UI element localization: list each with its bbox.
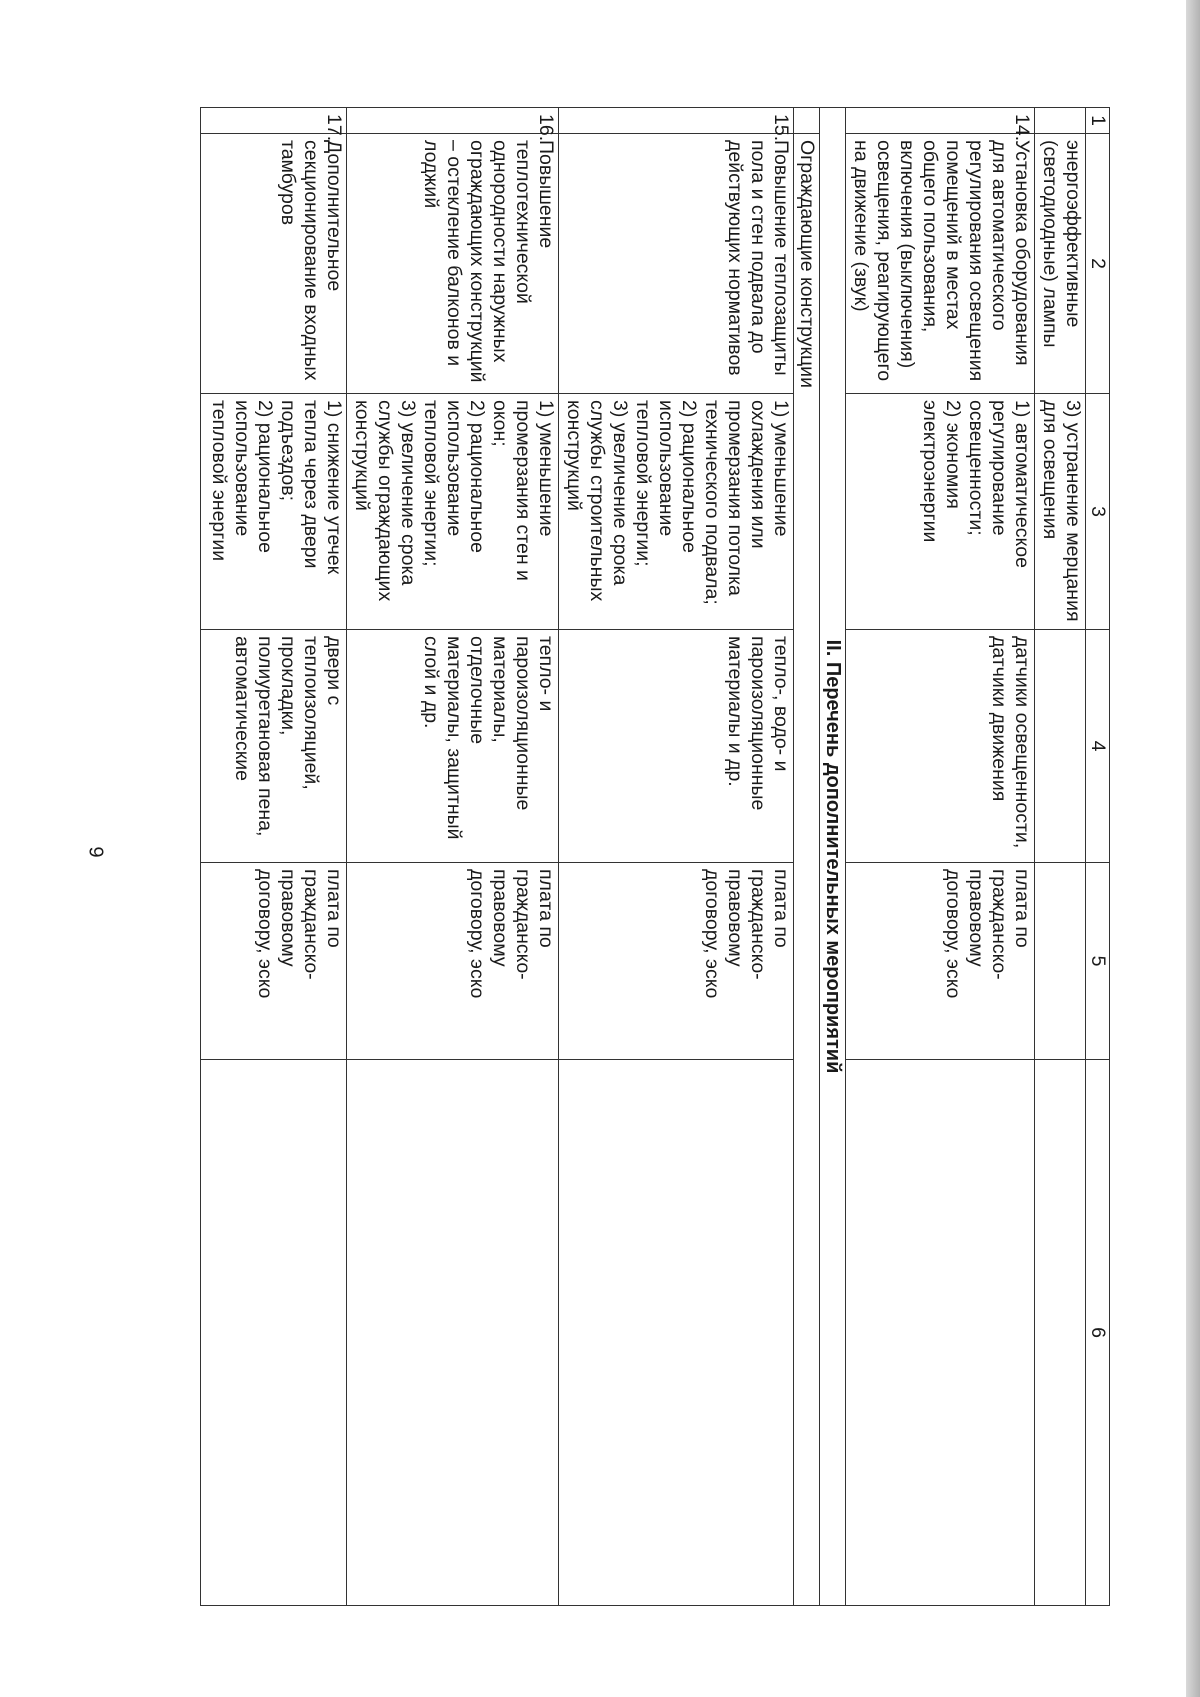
table-header-row [1086, 108, 1110, 1606]
scan-edge-shadow [1186, 0, 1200, 1697]
effect-cell: 1) снижение утечек тепла через двери подъездов; 2) рациональное использование тепловой энергии [201, 394, 347, 630]
header-col-1: 1 [1086, 108, 1110, 134]
equipment-cell: тепло- и пароизоляционные материалы, отделочные материалы, защитный слой и др. [347, 630, 559, 863]
equipment-cell: двери с теплоизоляцией, прокладки, полиуретановая пена, автоматические [201, 630, 347, 863]
table-row-16 [347, 108, 559, 1606]
measure-cell: энергоэффективные (светодиодные) лампы [1035, 134, 1086, 394]
col6-cell [201, 1060, 347, 1606]
payment-cell: плата по гражданско-правовому договору, эско [347, 863, 559, 1060]
payment-cell [1035, 863, 1086, 1060]
col6-cell [846, 1060, 1035, 1606]
section-title-row [820, 108, 846, 1606]
row-number: 15. [559, 108, 794, 134]
col6-cell [559, 1060, 794, 1606]
header-col-3: 3 [1086, 394, 1110, 630]
effect-cell: 1) автоматическое регулирование освещенности; 2) экономия электроэнергии [846, 394, 1035, 630]
page-number: 6 [86, 846, 109, 858]
row-number: 16. [347, 108, 559, 134]
effect-cell: 3) устранение мерцания для освещения [1035, 394, 1086, 630]
equipment-cell: тепло-, водо- и пароизоляционные материалы и др. [559, 630, 794, 863]
payment-cell: плата по гражданско-правовому договору, эско [201, 863, 347, 1060]
equipment-cell [1035, 630, 1086, 863]
measures-table [200, 107, 1110, 1606]
section-title: II. Перечень дополнительных мероприятий [820, 108, 846, 1606]
subsection-number-cell [794, 108, 820, 134]
measure-cell: Повышение теплозащиты пола и стен подвала до действующих нормативов [559, 134, 794, 394]
col6-cell [1035, 1060, 1086, 1606]
header-col-4: 4 [1086, 630, 1110, 863]
header-col-6: 6 [1086, 1060, 1110, 1606]
equipment-cell: датчики освещенности, датчики движения [846, 630, 1035, 863]
subsection-title: Ограждающие конструкции [794, 134, 820, 1606]
header-col-5: 5 [1086, 863, 1110, 1060]
subsection-row [794, 108, 820, 1606]
measure-cell: Дополнительное секционирование входных тамбуров [201, 134, 347, 394]
row-number [1035, 108, 1086, 134]
table-row-14 [846, 108, 1035, 1606]
table-row-continued [1035, 108, 1086, 1606]
col6-cell [347, 1060, 559, 1606]
payment-cell: плата по гражданско-правовому договору, эско [846, 863, 1035, 1060]
table-row-17 [201, 108, 347, 1606]
effect-cell: 1) уменьшение промерзания стен и окон; 2) рациональное использование тепловой энергии; 3) увеличение срока службы ограждающих конструкций [347, 394, 559, 630]
header-col-2: 2 [1086, 134, 1110, 394]
row-number: 17. [201, 108, 347, 134]
rotated-table-container [200, 107, 1110, 1605]
measure-cell: Повышение теплотехнической однородности наружных ограждающих конструкций – остекление балконов и лоджий [347, 134, 559, 394]
table-row-15 [559, 108, 794, 1606]
row-number: 14. [846, 108, 1035, 134]
effect-cell: 1) уменьшение охлаждения или промерзания потолка технического подвала; 2) рациональное использование тепловой энергии; 3) увеличение срока службы строительных конструкций [559, 394, 794, 630]
measure-cell: Установка оборудования для автоматического регулирования освещения помещений в местах общего пользования, включения (выключения) освещения, реагирующего на движение (звук) [846, 134, 1035, 394]
payment-cell: плата по гражданско-правовому договору, эско [559, 863, 794, 1060]
